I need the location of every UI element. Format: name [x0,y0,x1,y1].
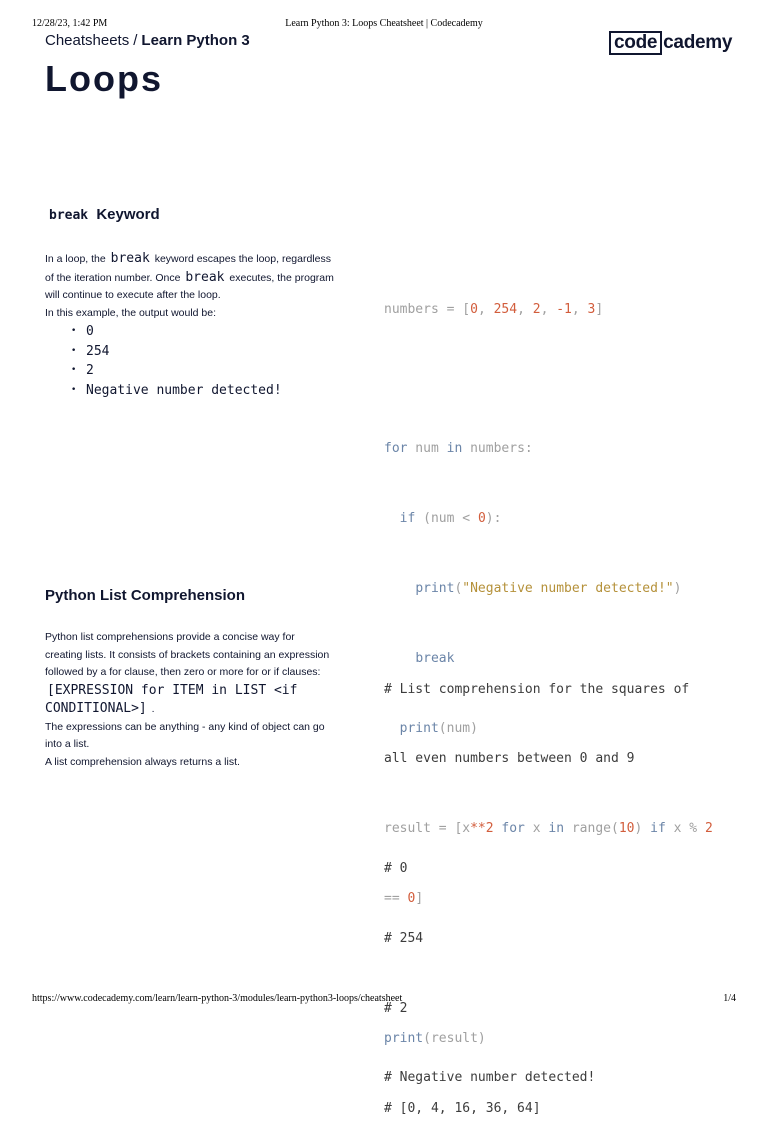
breadcrumb [45,32,250,49]
print-footer [32,993,736,1007]
code-comment: # [0, 4, 16, 36, 64] [384,1100,541,1116]
code-line: print("Negative number detected!") [415,581,682,597]
inline-code: break [185,269,225,285]
code-line: for num in numbers: [384,441,533,457]
code-comment: # 2 [384,1000,408,1016]
code-line: result = [x**2 for x in range(10) if x % 2 [384,821,713,837]
code-comment: # List comprehension for the squares of [384,681,690,697]
section-list-comprehension-description [45,629,335,771]
list-comp-description-returns: A list comprehension always returns a list. [45,755,240,768]
breadcrumb-current-link[interactable]: Learn Python 3 [141,32,250,49]
section-break-description [45,250,335,400]
code-line: numbers = [0, 254, 2, -1, 3] [384,301,604,317]
print-url: https://www.codecademy.com/learn/learn-python-3/modules/learn-python3-loops/cheatsheet [32,993,403,1004]
desc-text: . [151,703,155,715]
code-line: break [415,651,455,667]
print-doc-title: Learn Python 3: Loops Cheatsheet | Codecademy [285,18,483,29]
code-line-blank [384,367,681,390]
list-item: • 254 [71,342,335,362]
desc-text: In a loop, the [45,253,106,265]
section-title-break-keyword [45,206,160,223]
break-description-paragraph [45,250,335,305]
code-line: if (num < 0): [399,511,502,527]
code-line: print(result) [384,1031,486,1047]
code-line: print(num) [399,720,478,736]
section-title-list-comprehension: Python List Comprehension [45,587,246,604]
print-page-number: 1/4 [723,993,736,1004]
logo-rest-text: cademy [663,32,733,53]
logo-boxed-text: code [609,31,662,55]
print-header [32,18,736,32]
inline-code: [EXPRESSION for ITEM in LIST <if CONDITIONAL>] [45,682,298,716]
code-comment: # Negative number detected! [384,1070,596,1086]
output-bullet-list [71,322,335,400]
code-block-list-comprehension [384,631,713,1144]
list-comp-description-expressions: The expressions can be anything - any kind of object can go into a list. [45,720,325,750]
section-title-text: Keyword [96,206,160,223]
page-title: Loops [45,58,163,99]
code-comment: # 254 [384,930,424,946]
codecademy-logo[interactable] [609,31,732,55]
section-title-code: break [49,208,89,223]
desc-text: executes, the program will continue to execute after the loop. [45,271,334,301]
breadcrumb-cheatsheets-link[interactable]: Cheatsheets [45,32,130,49]
list-item: • Negative number detected! [71,381,335,401]
breadcrumb-separator: / [133,32,138,49]
break-description-output-intro: In this example, the output would be: [45,306,217,319]
list-item: • 0 [71,322,335,342]
inline-code: break [110,251,150,266]
code-comment: # 0 [384,860,408,876]
list-item: • 2 [71,361,335,381]
list-comp-description-paragraph [45,629,335,719]
code-line: == 0] [384,891,424,907]
print-datetime: 12/28/23, 1:42 PM [32,18,108,29]
code-line-blank [384,957,713,980]
desc-text: Python list comprehensions provide a concise way for creating lists. It consists of brackets containing an expression followed by a for clause, then zero or more for or if clauses: [45,631,330,678]
code-comment: all even numbers between 0 and 9 [384,751,635,767]
desc-text: keyword escapes the loop, regardless of the iteration number. Once [45,253,331,284]
